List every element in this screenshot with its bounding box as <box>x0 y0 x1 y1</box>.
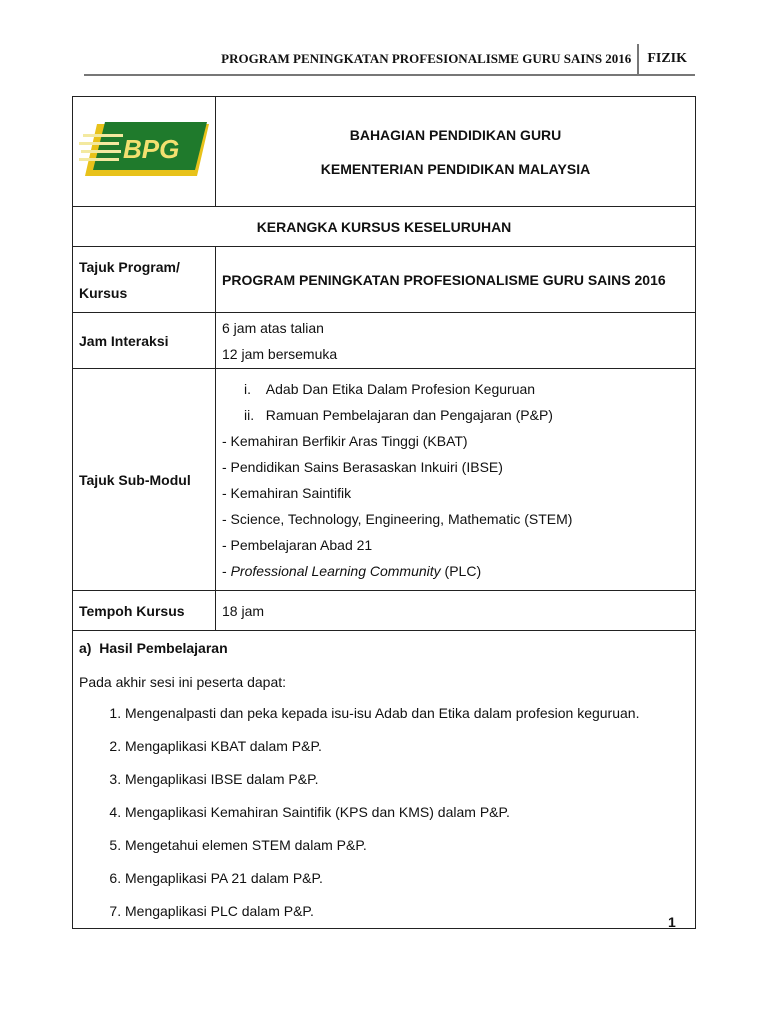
org-cell <box>216 97 696 207</box>
submodul-item: - Science, Technology, Engineering, Mathematic (STEM) <box>222 510 573 527</box>
hasil-item: 2. Mengaplikasi KBAT dalam P&P. <box>125 730 689 763</box>
program-label <box>73 247 216 313</box>
hasil-title: a) Hasil Pembelajaran <box>79 640 228 656</box>
submodul-item: - Pembelajaran Abad 21 <box>222 536 373 553</box>
submodul-label: Tajuk Sub-Modul <box>73 369 216 591</box>
section-title: KERANGKA KURSUS KESELURUHAN <box>73 207 696 247</box>
submodul-item: - Kemahiran Saintifik <box>222 484 352 501</box>
hasil-intro: Pada akhir sesi ini peserta dapat: <box>79 674 287 690</box>
hasil-item: 5. Mengetahui elemen STEM dalam P&P. <box>125 829 689 862</box>
course-framework-table <box>72 96 696 929</box>
submodul-list <box>216 369 696 591</box>
submodul-item: ii. Ramuan Pembelajaran dan Pengajaran (P&P) <box>244 406 553 423</box>
header-subject: FIZIK <box>647 51 687 66</box>
submodul-item: - Pendidikan Sains Berasaskan Inkuiri (IBSE) <box>222 458 503 475</box>
logo-cell <box>73 97 216 207</box>
jam-online: 6 jam atas talian <box>222 319 324 336</box>
submodul-item: - Kemahiran Berfikir Aras Tinggi (KBAT) <box>222 432 468 449</box>
submodul-item-plc <box>222 558 689 584</box>
program-label-1: Tajuk Program/ <box>79 258 180 275</box>
program-label-2: Kursus <box>79 284 128 301</box>
hasil-cell <box>73 631 696 929</box>
jam-label: Jam Interaksi <box>73 313 216 369</box>
page-number: 1 <box>668 914 676 930</box>
svg-text:BPG: BPG <box>123 134 180 164</box>
hasil-item: 7. Mengaplikasi PLC dalam P&P. <box>125 895 689 928</box>
plc-suffix: (PLC) <box>440 562 482 579</box>
page-header <box>84 44 695 76</box>
hasil-list <box>79 697 689 928</box>
plc-prefix: - <box>222 562 231 579</box>
header-title: PROGRAM PENINGKATAN PROFESIONALISME GURU SAINS 2016 <box>221 51 632 66</box>
hasil-item: 3. Mengaplikasi IBSE dalam P&P. <box>125 763 689 796</box>
jam-face: 12 jam bersemuka <box>222 345 338 362</box>
hasil-item: 1. Mengenalpasti dan peka kepada isu-isu Adab dan Etika dalam profesion keguruan. <box>125 697 689 730</box>
submodul-item: i. Adab Dan Etika Dalam Profesion Keguruan <box>244 380 536 397</box>
org-line1: BAHAGIAN PENDIDIKAN GURU <box>349 126 562 143</box>
jam-value <box>216 313 696 369</box>
bpg-logo <box>79 120 209 180</box>
hasil-item: 6. Mengaplikasi PA 21 dalam P&P. <box>125 862 689 895</box>
org-line2: KEMENTERIAN PENDIDIKAN MALAYSIA <box>320 160 591 177</box>
program-value: PROGRAM PENINGKATAN PROFESIONALISME GURU SAINS 2016 <box>216 247 696 313</box>
tempoh-value: 18 jam <box>216 591 696 631</box>
hasil-item: 4. Mengaplikasi Kemahiran Saintifik (KPS dan KMS) dalam P&P. <box>125 796 689 829</box>
plc-italic: Professional Learning Community <box>230 562 441 579</box>
tempoh-label: Tempoh Kursus <box>73 591 216 631</box>
